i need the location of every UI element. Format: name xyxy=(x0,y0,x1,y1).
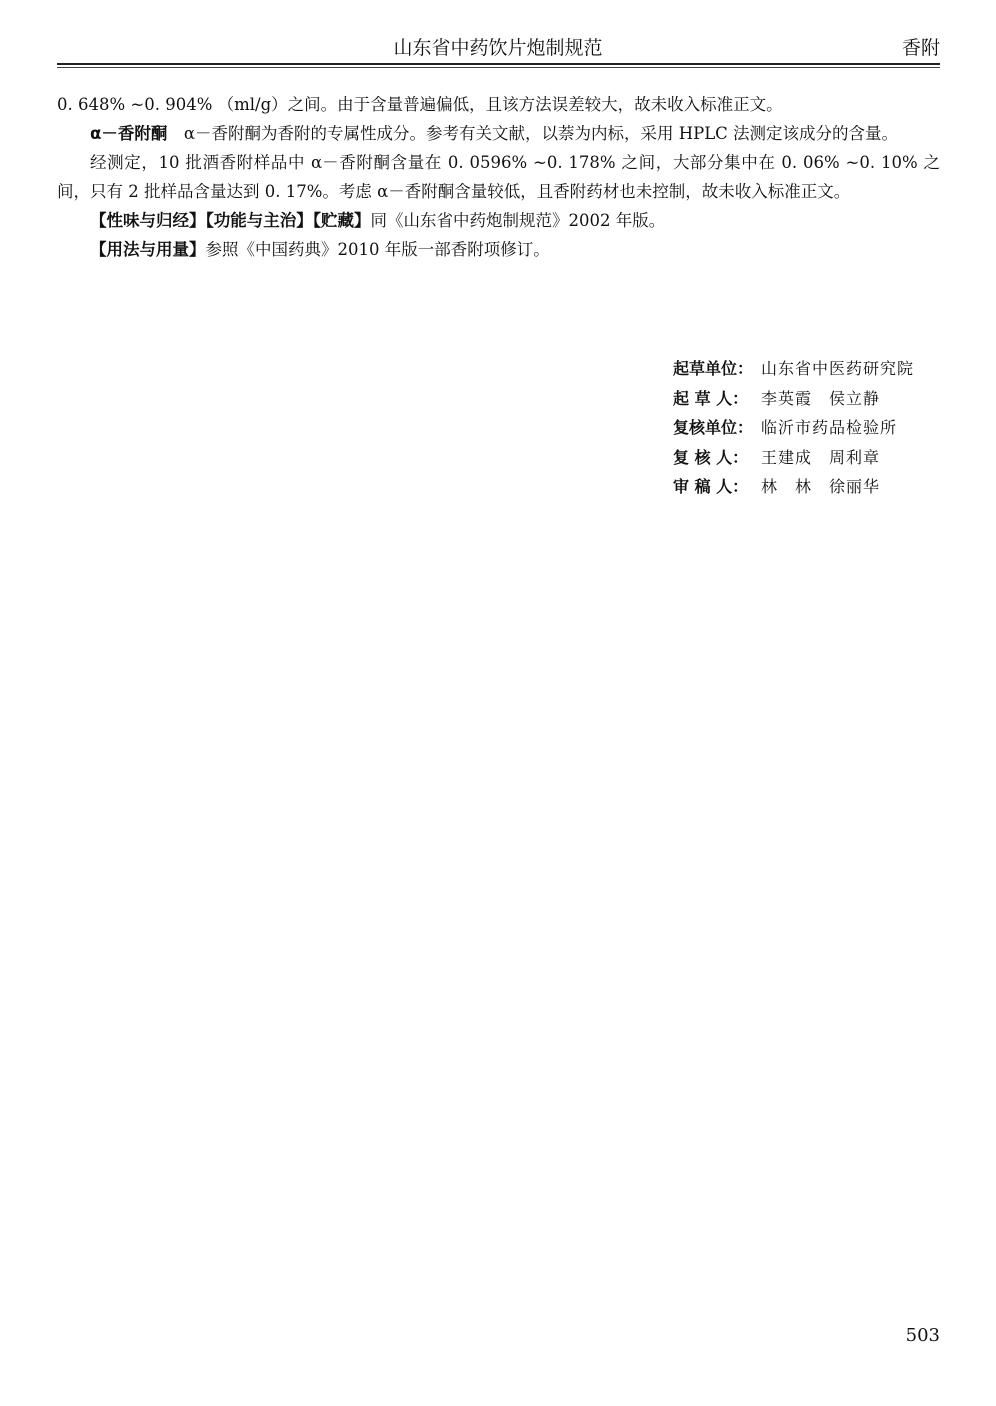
paragraph-text: α－香附酮为香附的专属性成分。参考有关文献，以萘为内标，采用 HPLC 法测定该成分的含量。 xyxy=(167,124,899,143)
running-header-section: 香附 xyxy=(901,37,940,59)
credit-label: 起 草 人： xyxy=(673,388,749,408)
credit-value: 王建成 周利章 xyxy=(761,447,881,467)
paragraph-usage xyxy=(57,235,940,264)
credit-value: 李英霞 侯立静 xyxy=(761,388,881,408)
credit-value: 山东省中医药研究院 xyxy=(761,359,915,378)
paragraph-heading: α－香附酮 xyxy=(90,124,168,143)
paragraph-text: 经测定，10 批酒香附样品中 α－香附酮含量在 0. 0596% ~0. 178% 之间，大部分集中在 0. 06% ~0. 10% 之间，只有 2 批样品含量达到 0. 17%。考虑 α－香附酮含量较低，且香附药材也未控制，故未收入标准正文。 xyxy=(57,153,940,201)
paragraph-heading: 【性味与归经】【功能与主治】【贮藏】 xyxy=(90,211,371,230)
paragraph-text: 同《山东省中药炮制规范》2002 年版。 xyxy=(370,211,666,230)
credit-label: 复核单位： xyxy=(673,418,754,437)
page-number: 503 xyxy=(905,1325,940,1346)
header-rule-thin xyxy=(57,67,940,68)
credit-row-drafters xyxy=(673,384,963,414)
credit-label: 起草单位： xyxy=(673,359,754,378)
paragraph-measurement xyxy=(57,148,940,206)
credits-block xyxy=(673,354,963,502)
credit-row-reviewers xyxy=(673,443,963,473)
paragraph-content-range xyxy=(57,90,940,119)
paragraph-alpha-cyperone xyxy=(57,119,940,148)
paragraph-heading: 【用法与用量】 xyxy=(90,240,206,259)
main-text xyxy=(57,90,940,264)
credit-row-editors xyxy=(673,472,963,502)
paragraph-text: 0. 648% ~0. 904% （ml/g）之间。由于含量普遍偏低，且该方法误差较大，故未收入标准正文。 xyxy=(57,95,783,114)
paragraph-text: 参照《中国药典》2010 年版一部香附项修订。 xyxy=(205,240,550,259)
credit-label: 复 核 人： xyxy=(673,447,749,467)
credit-value: 临沂市药品检验所 xyxy=(761,418,898,437)
running-header-title: 山东省中药饮片炮制规范 xyxy=(393,37,603,59)
credit-value: 林 林 徐丽华 xyxy=(761,477,881,496)
paragraph-properties xyxy=(57,206,940,235)
credit-row-drafting-unit xyxy=(673,354,963,384)
header-rule-thick xyxy=(57,63,940,65)
credit-label: 审 稿 人： xyxy=(673,477,749,496)
credit-row-review-unit xyxy=(673,413,963,443)
